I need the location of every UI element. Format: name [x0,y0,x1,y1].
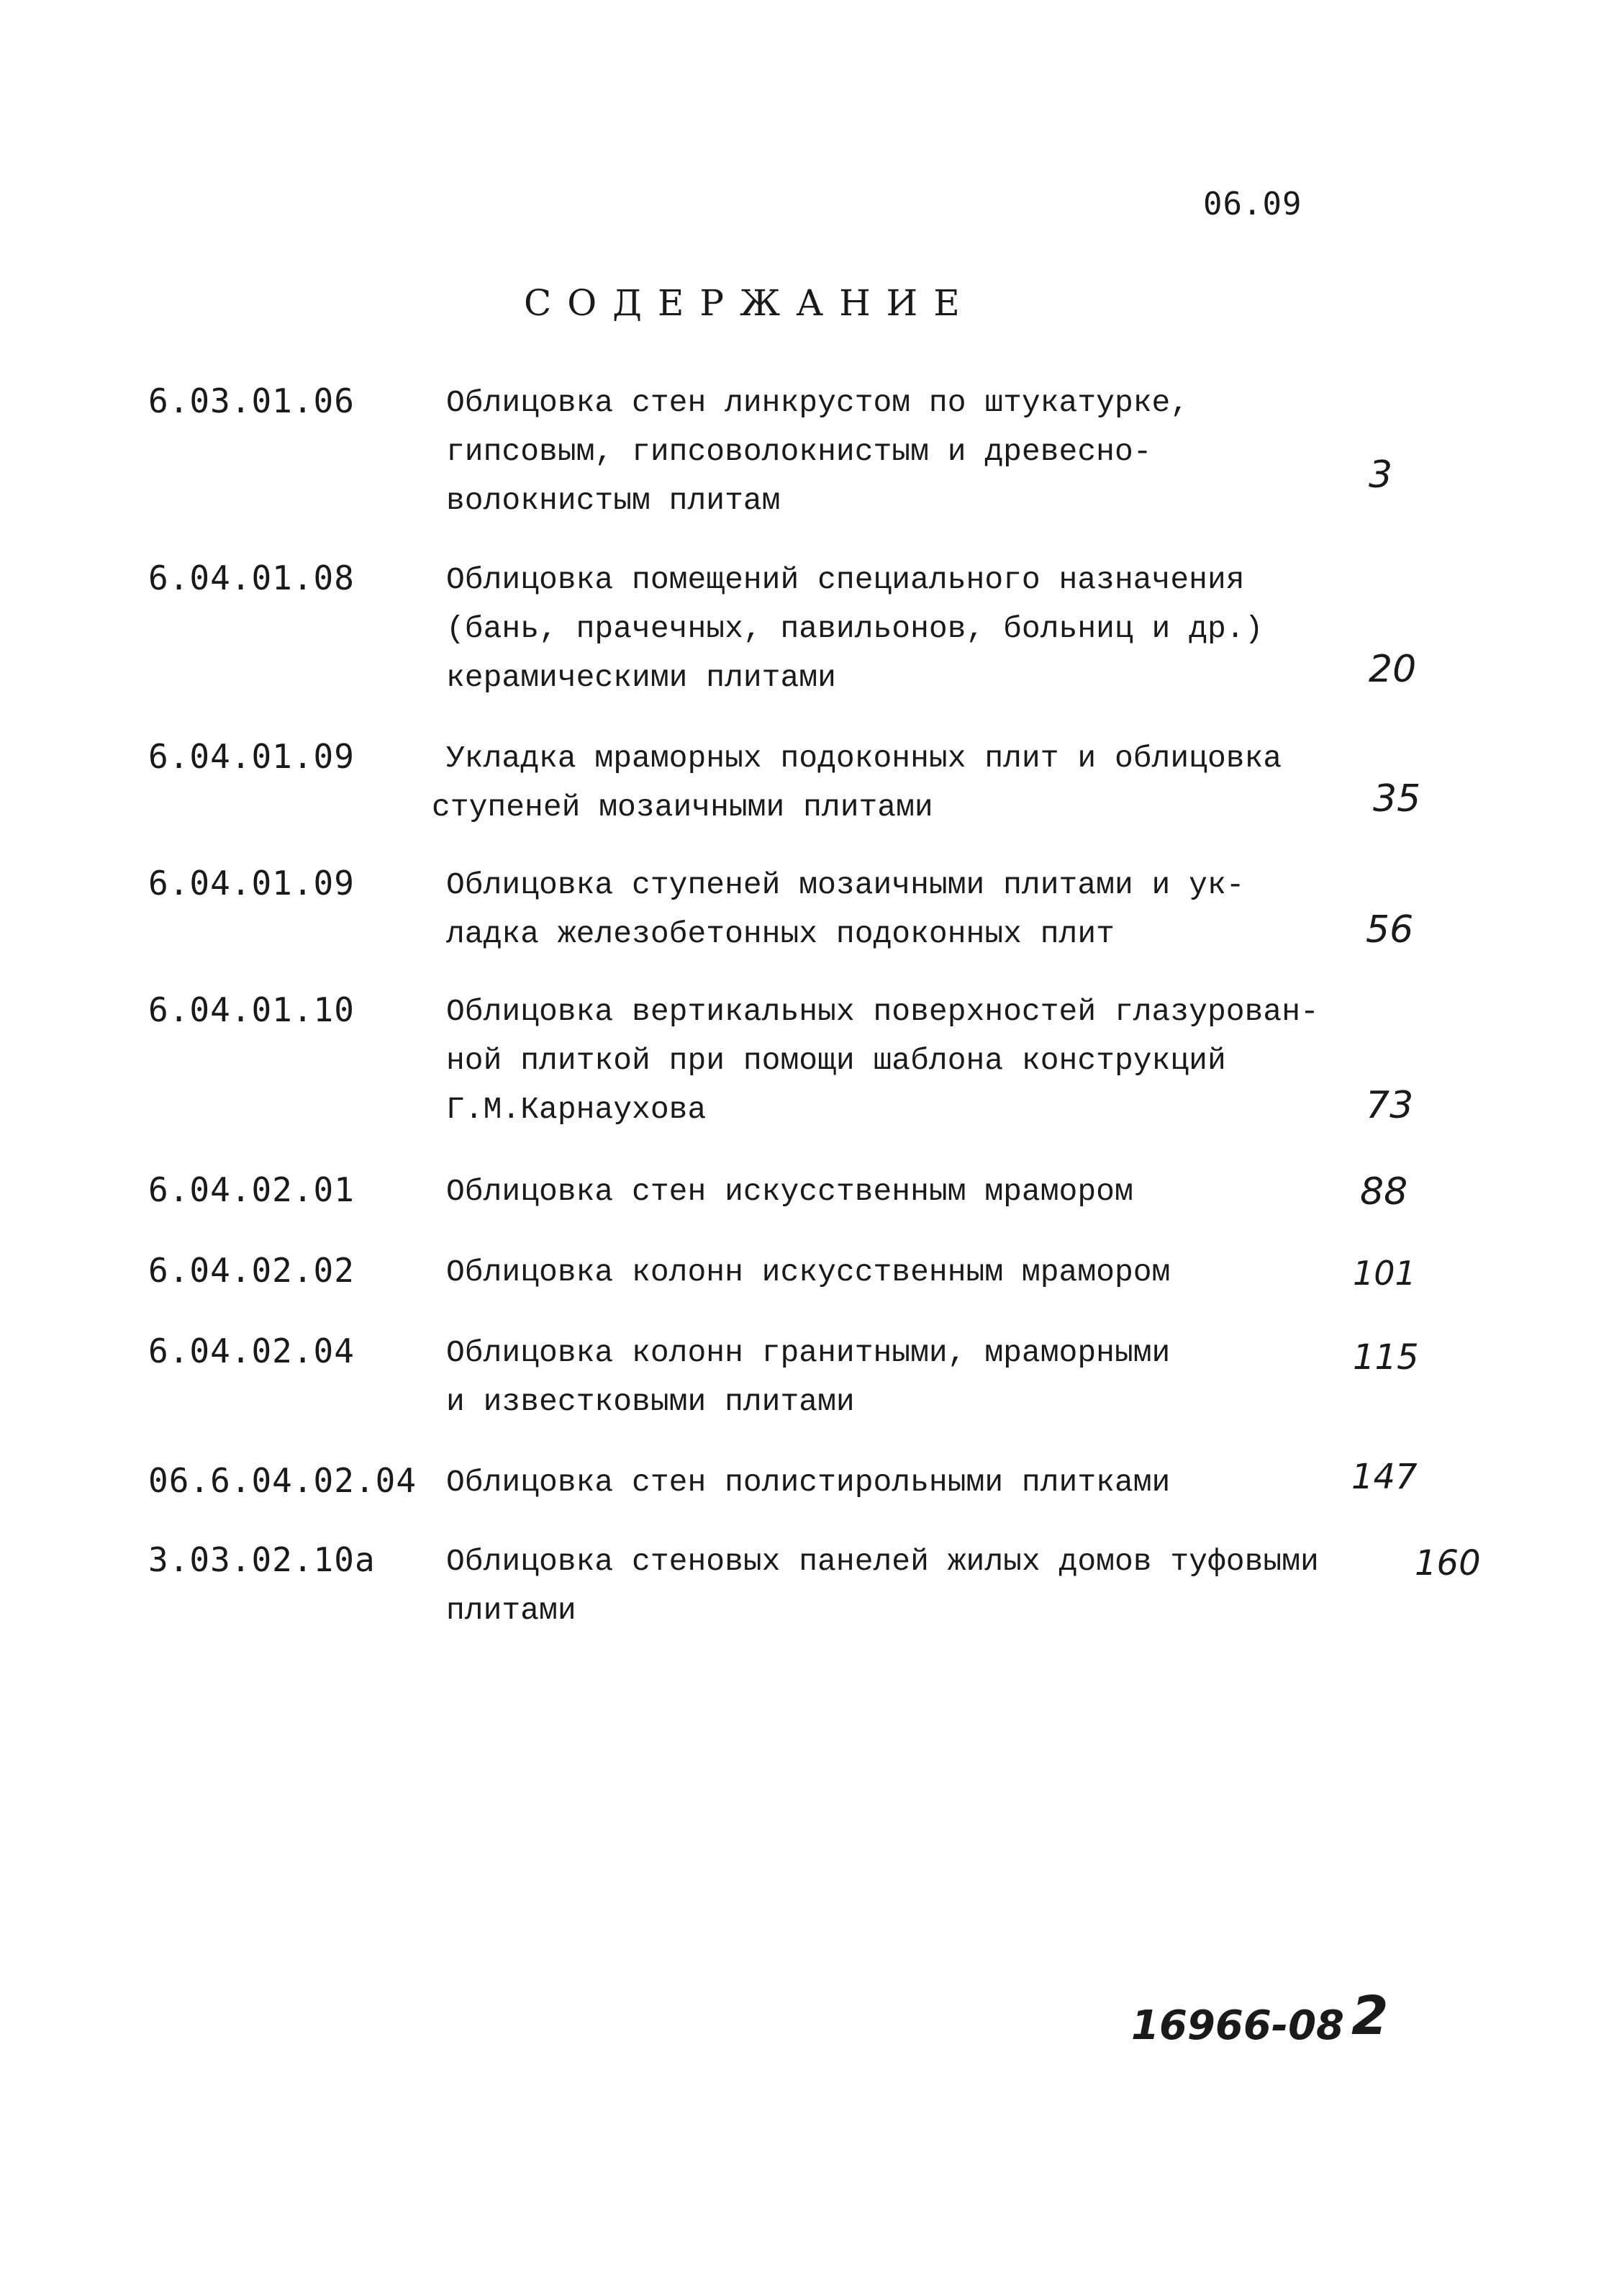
entry-title-line: ладка железобетонных подоконных плит [446,916,1115,952]
entry-title-line: Г.М.Карнаухова [446,1092,707,1127]
entry-page-number: 20 [1369,648,1417,691]
entry-page-number: 147 [1351,1457,1418,1497]
entry-title [432,737,1410,835]
entry-title-line: Облицовка помещений специального назначения [446,562,1245,597]
entry-title [446,1540,1410,1638]
entry-title-line: Облицовка колонн гранитными, мраморными [446,1335,1171,1370]
entry-title [446,990,1410,1137]
entry-page-number: 101 [1353,1254,1416,1293]
entry-title-line: Облицовка стен линкрустом по штукатурке, [446,385,1189,420]
entry-title-line: и известковыми плитами [446,1384,855,1419]
entry-code: 6.04.02.01 [148,1170,355,1209]
entry-page-number: 160 [1415,1543,1481,1583]
entry-code: 6.04.02.02 [148,1251,355,1290]
entry-code: 6.04.01.09 [148,864,355,903]
entry-title-line: Облицовка колонн искусственным мрамором [446,1255,1171,1290]
entry-page-number: 73 [1366,1084,1414,1127]
entry-title [446,1332,1410,1429]
entry-code: 6.04.01.10 [148,990,355,1029]
entry-page-number: 115 [1353,1337,1419,1378]
entry-title [446,1170,1410,1219]
entry-title-line: Облицовка стен искусственным мрамором [446,1174,1133,1209]
archive-number: 16966-08 [1131,2002,1344,2049]
entry-title-line: волокнистым плитам [446,483,781,518]
entry-title-line: плитами [446,1593,576,1628]
entry-title-line: Облицовка стеновых панелей жилых домов туфовыми [446,1544,1319,1579]
entry-title-line: Облицовка вертикальных поверхностей глазурован- [446,994,1319,1029]
entry-code: 06.6.04.02.04 [148,1461,417,1500]
entry-title [446,864,1410,962]
entry-code: 6.04.01.08 [148,559,355,597]
entry-title-line: ной плиткой при помощи шаблона конструкций [446,1043,1226,1078]
entry-title-line: Облицовка стен полистирольными плитками [446,1465,1171,1500]
entry-page-number: 56 [1366,908,1414,952]
entry-title-line: керамическими плитами [446,660,836,695]
document-code: 06.09 [1203,186,1302,222]
entry-code: 6.04.02.04 [148,1332,355,1370]
entry-title [446,1251,1410,1300]
entry-title-line: гипсовым, гипсоволокнистым и древесно- [446,434,1152,469]
entry-page-number: 35 [1373,777,1421,821]
entry-title [446,381,1410,528]
entry-code: 6.04.01.09 [148,737,355,776]
entry-title [446,559,1410,705]
entry-title-line: (бань, прачечных, павильонов, больниц и др.) [446,611,1264,646]
entry-title-line: ступеней мозаичными плитами [432,790,933,825]
entry-code: 3.03.02.10а [148,1540,376,1579]
entry-title [446,1461,1410,1510]
entry-code: 6.03.01.06 [148,381,355,420]
entry-title-line: Укладка мраморных подоконных плит и облицовка [446,741,1282,776]
entry-page-number: 3 [1369,453,1393,497]
page-title: СОДЕРЖАНИЕ [524,282,976,324]
sheet-number: 2 [1351,1985,1389,2047]
entry-page-number: 88 [1360,1170,1408,1213]
entry-title-line: Облицовка ступеней мозаичными плитами и ук- [446,867,1245,903]
